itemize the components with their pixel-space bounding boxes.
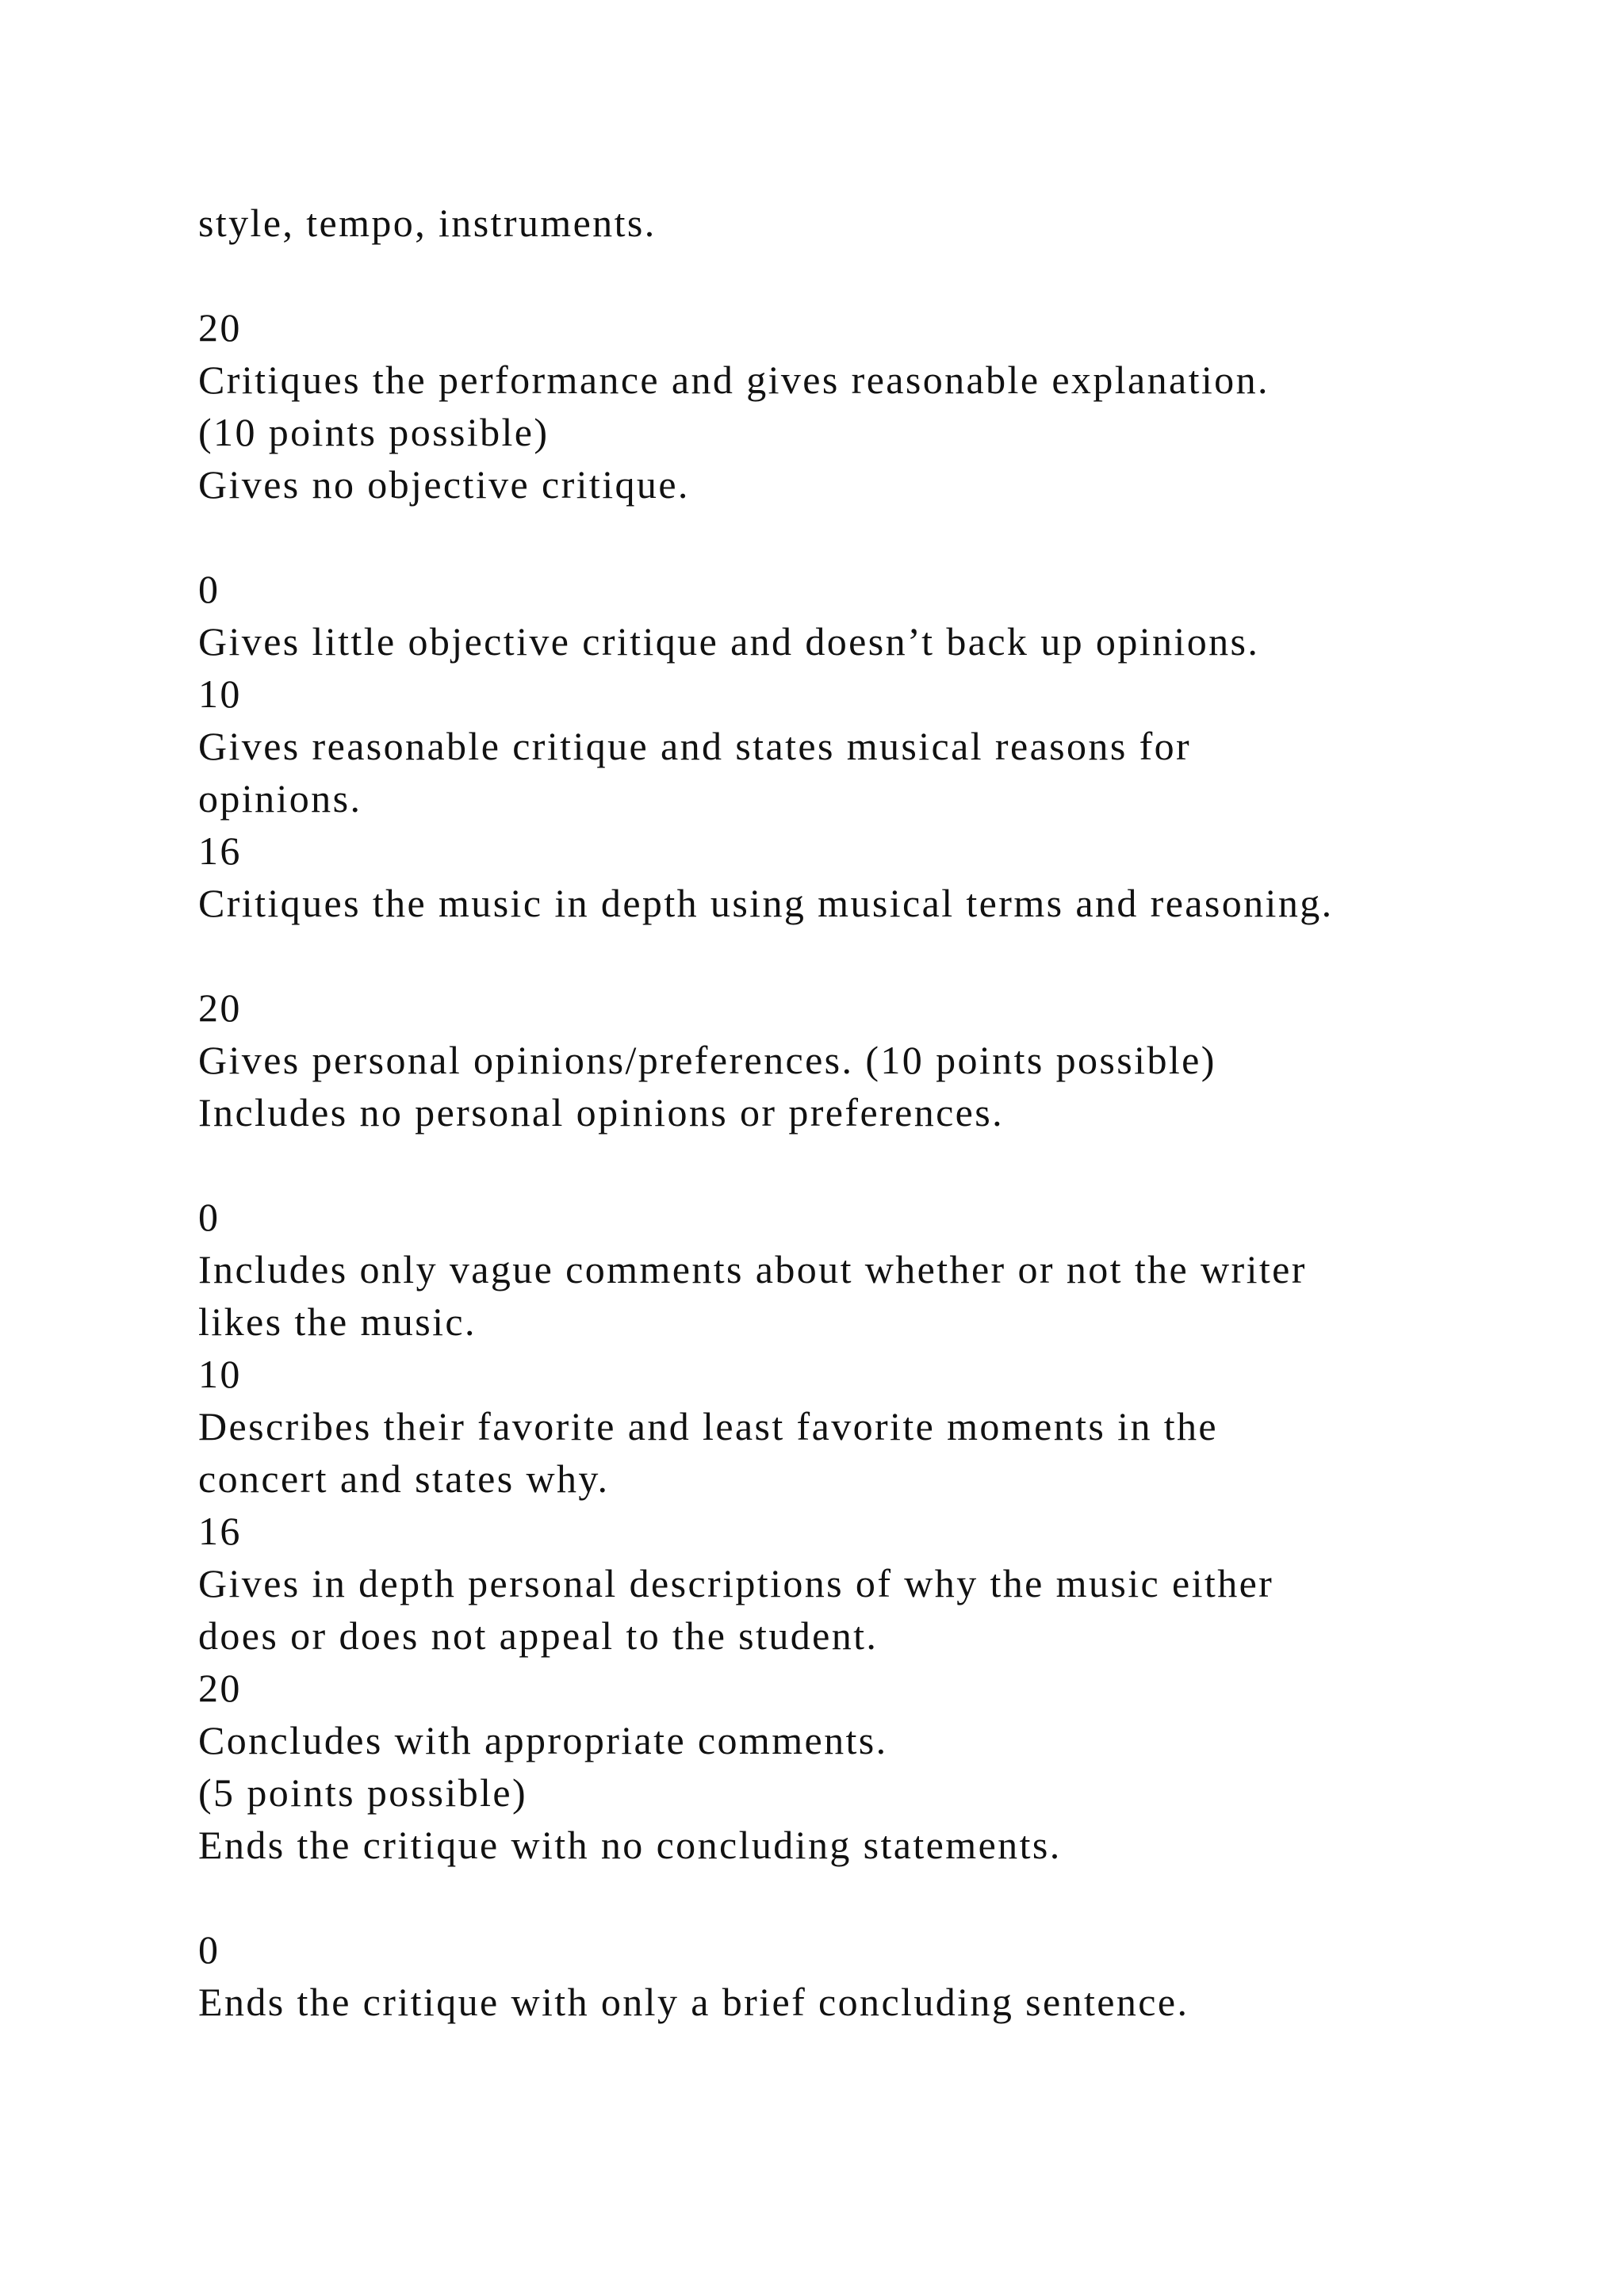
text-line: Describes their favorite and least favorite moments in the <box>198 1404 1219 1448</box>
document-body <box>198 197 1499 2028</box>
score-value: 16 <box>198 828 242 873</box>
blank-line <box>198 1138 1499 1191</box>
score-value: 10 <box>198 672 242 716</box>
text-line: style, tempo, instruments. <box>198 201 657 245</box>
text-line: Gives reasonable critique and states musical reasons for <box>198 724 1192 768</box>
text-line: Gives little objective critique and doesn’t back up opinions. <box>198 619 1260 664</box>
text-line: Ends the critique with only a brief concluding sentence. <box>198 1980 1189 2024</box>
score-value: 0 <box>198 1195 220 1239</box>
blank-line <box>198 929 1499 982</box>
score-value: 10 <box>198 1352 242 1396</box>
text-line: Gives in depth personal descriptions of why the music either <box>198 1561 1274 1605</box>
text-line: Gives no objective critique. <box>198 462 690 507</box>
score-value: 20 <box>198 985 242 1030</box>
criterion-heading: Concludes with appropriate comments. <box>198 1718 888 1762</box>
blank-line <box>198 249 1499 301</box>
text-line: likes the music. <box>198 1299 477 1344</box>
text-line: concert and states why. <box>198 1456 610 1501</box>
score-value: 20 <box>198 305 242 350</box>
criterion-heading: Gives personal opinions/preferences. (10 points possible) <box>198 1038 1216 1082</box>
points-possible: (10 points possible) <box>198 410 550 454</box>
points-possible: (5 points possible) <box>198 1770 528 1815</box>
blank-line <box>198 511 1499 563</box>
text-line: Includes only vague comments about whether or not the writer <box>198 1247 1307 1292</box>
score-value: 0 <box>198 1927 220 1972</box>
blank-line <box>198 1871 1499 1923</box>
text-line: Ends the critique with no concluding statements. <box>198 1823 1062 1867</box>
criterion-heading: Critiques the performance and gives reasonable explanation. <box>198 358 1270 402</box>
text-line: Includes no personal opinions or preferences. <box>198 1090 1005 1135</box>
text-line: Critiques the music in depth using musical terms and reasoning. <box>198 881 1334 925</box>
text-line: opinions. <box>198 776 362 821</box>
text-line: does or does not appeal to the student. <box>198 1613 879 1658</box>
score-value: 20 <box>198 1666 242 1710</box>
score-value: 0 <box>198 567 220 611</box>
score-value: 16 <box>198 1509 242 1553</box>
